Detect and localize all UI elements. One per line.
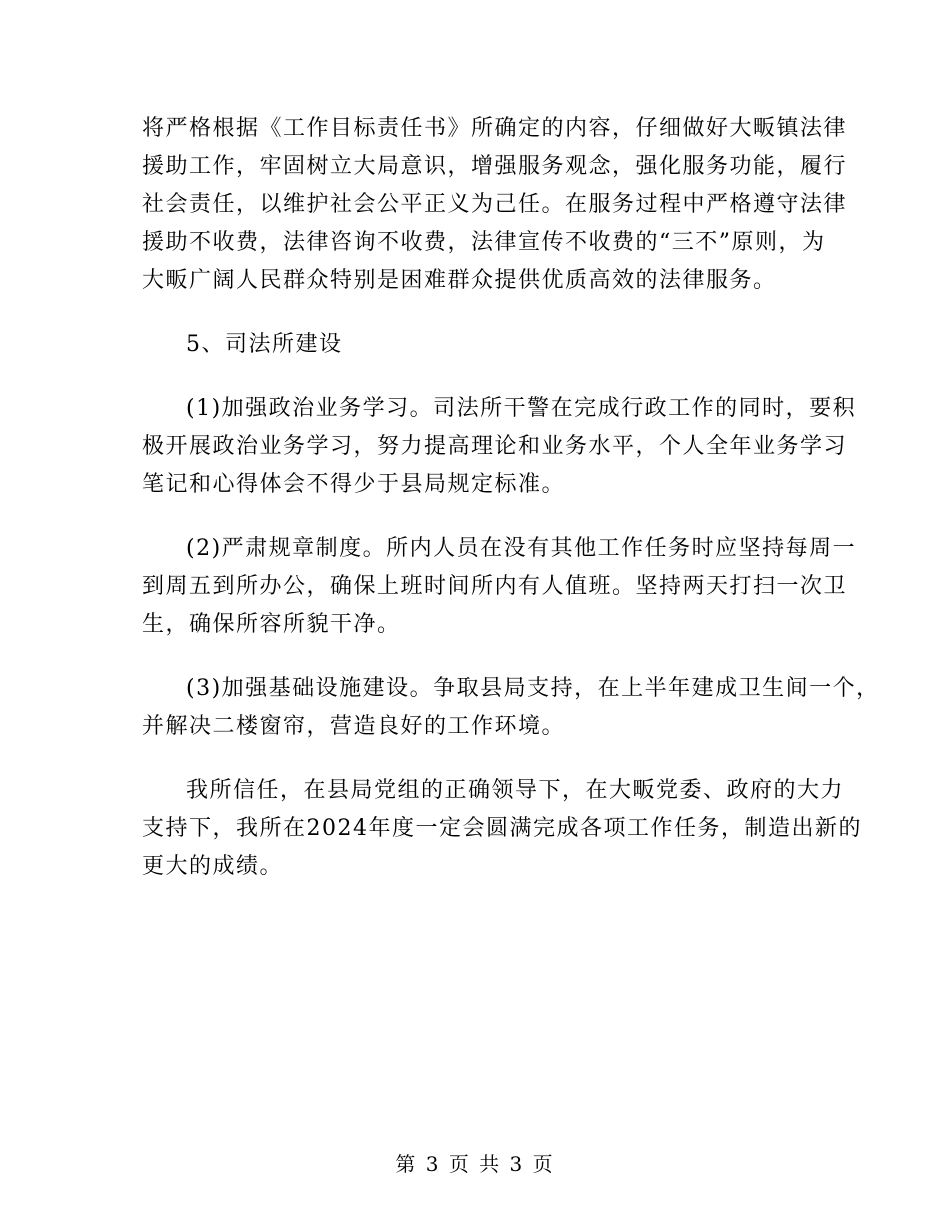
paragraph-legal-aid — [142, 110, 848, 300]
paragraph-infrastructure — [142, 670, 880, 746]
section-heading — [142, 326, 812, 364]
page-footer: 第 3 页 共 3 页 — [395, 1152, 555, 1176]
text-line: 并解决二楼窗帘，营造良好的工作环境。 — [142, 714, 566, 739]
text-line: 援助工作，牢固树立大局意识，增强服务观念，强化服务功能，履行 — [142, 154, 848, 179]
text-line: 到周五到所办公，确保上班时间所内有人值班。坚持两天打扫一次卫 — [142, 574, 848, 599]
text-line: 笔记和心得体会不得少于县局规定标准。 — [142, 472, 566, 497]
text-line: 极开展政治业务学习，努力提高理论和业务水平，个人全年业务学习 — [142, 434, 848, 459]
paragraph-study — [142, 390, 857, 504]
text-line: (3)加强基础设施建设。争取县局支持，在上半年建成卫生间一个， — [186, 676, 880, 701]
text-line: 将严格根据《工作目标责任书》所确定的内容，仔细做好大畈镇法律 — [142, 116, 848, 141]
text-line: 我所信任，在县局党组的正确领导下，在大畈党委、政府的大力 — [186, 778, 845, 803]
paragraph-conclusion — [142, 772, 862, 886]
text-line: 援助不收费，法律咨询不收费，法律宣传不收费的“三不”原则，为 — [142, 230, 826, 255]
text-line: 大畈广阔人民群众特别是困难群众提供优质高效的法律服务。 — [142, 268, 777, 293]
text-line: 社会责任，以维护社会公平正义为己任。在服务过程中严格遵守法律 — [142, 192, 848, 217]
paragraph-rules — [142, 530, 857, 644]
text-line: 更大的成绩。 — [142, 854, 284, 879]
text-line: 生，确保所容所貌干净。 — [142, 612, 401, 637]
section-heading-text: 5、司法所建设 — [186, 332, 343, 357]
text-line: (2)严肃规章制度。所内人员在没有其他工作任务时应坚持每周一 — [186, 536, 857, 561]
document-body — [142, 110, 880, 912]
text-line: 支持下，我所在2024年度一定会圆满完成各项工作任务，制造出新的 — [142, 816, 862, 841]
text-line: (1)加强政治业务学习。司法所干警在完成行政工作的同时，要积 — [186, 396, 857, 421]
